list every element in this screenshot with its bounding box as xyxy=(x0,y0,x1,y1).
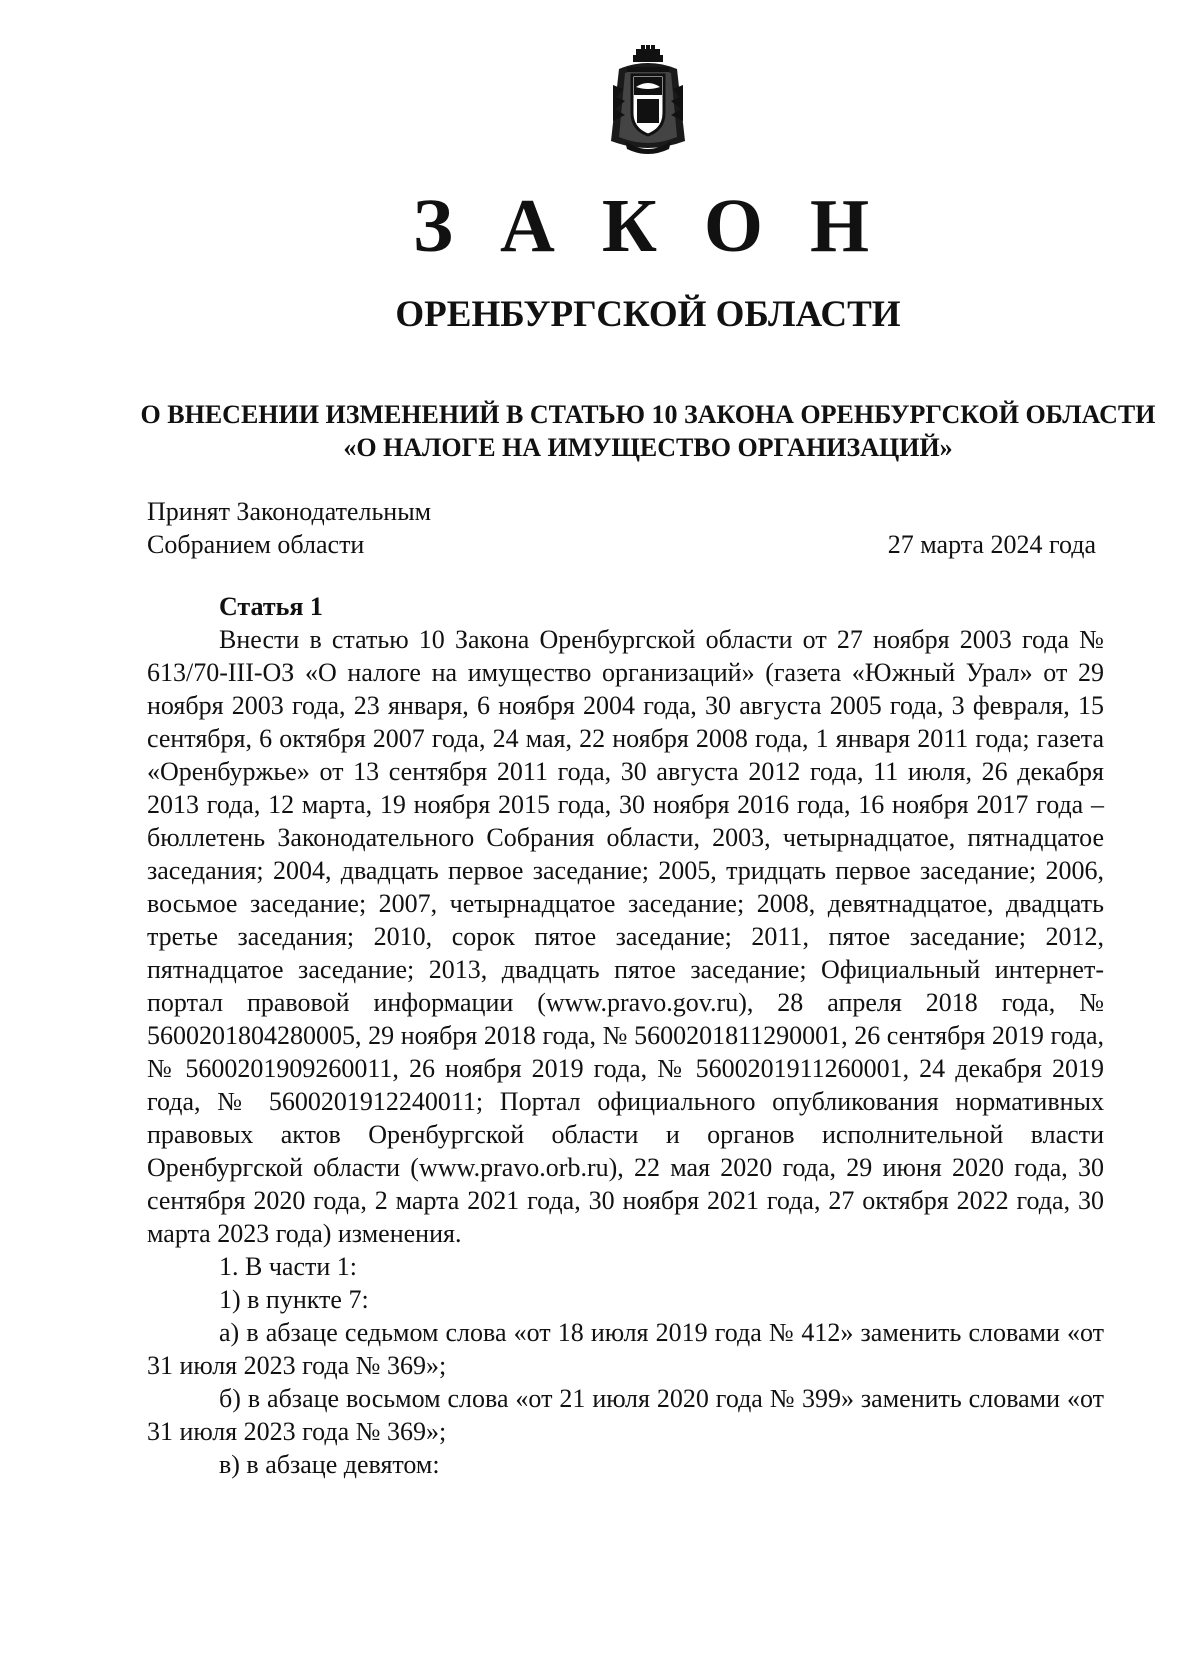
adoption-authority xyxy=(147,495,431,561)
law-subject-title: О ВНЕСЕНИИ ИЗМЕНЕНИЙ В СТАТЬЮ 10 ЗАКОНА ОРЕНБУРГСКОЙ ОБЛАСТИ «О НАЛОГЕ НА ИМУЩЕСТВО ОРГАНИЗАЦИЙ» xyxy=(140,400,1156,462)
document-type-title: З А К О Н xyxy=(412,184,884,268)
article-heading: Статья 1 xyxy=(219,592,323,621)
list-item: в) в абзаце девятом: xyxy=(219,1450,440,1479)
adoption-line-2: Собранием области xyxy=(147,530,365,559)
adoption-line-1: Принят Законодательным xyxy=(147,497,432,526)
document-body xyxy=(147,590,1104,1481)
coat-of-arms-icon xyxy=(605,45,691,157)
list-item: б) в абзаце восьмом слова «от 21 июля 2020 года № 399» заменить словами «от 31 июля 2023 года № 369»; xyxy=(147,1384,1104,1446)
list-item: 1. В части 1: xyxy=(219,1252,357,1281)
adoption-date: 27 марта 2024 года xyxy=(887,530,1096,559)
region-title: ОРЕНБУРГСКОЙ ОБЛАСТИ xyxy=(395,294,901,335)
list-item: 1) в пункте 7: xyxy=(219,1285,369,1314)
article-intro-paragraph: Внести в статью 10 Закона Оренбургской области от 27 ноября 2003 года № 613/70-III-ОЗ «О налоге на имущество организаций» (газета «Южный Урал» от 29 ноября 2003 года, 23 января, 6 ноября 2004 года, 30 августа 2005 года, 3 февраля, 15 сентября, 6 октября 2007 года, 24 мая, 22 ноября 2008 года, 1 января 2011 года; газета «Оренбуржье» от 13 сентября 2011 года, 30 августа 2012 года, 11 июля, 26 декабря 2013 года, 12 марта, 19 ноября 2015 года, 30 ноября 2016 года, 16 ноября 2017 года – бюллетень Законодательного Собрания области, 2003, четырнадцатое, пятнадцатое заседания; 2004, двадцать первое заседание; 2005, тридцать первое заседание; 2006, восьмое заседание; 2007, четырнадцатое заседание; 2008, девятнадцатое, двадцать третье заседания; 2010, сорок пятое заседание; 2011, пятое заседание; 2012, пятнадцатое заседание; 2013, двадцать пятое заседание; Официальный интернет-портал правовой информации (www.pravo.gov.ru), 28 апреля 2018 года, № 5600201804280005, 29 ноября 2018 года, № 5600201811290001, 26 сентября 2019 года, № 5600201909260011, 26 ноября 2019 года, № 5600201911260001, 24 декабря 2019 года, № 5600201912240011; Портал официального опубликования нормативных правовых актов Оренбургской области и органов исполнительной власти Оренбургской области (www.pravo.orb.ru), 22 мая 2020 года, 29 июня 2020 года, 30 сентября 2020 года, 2 марта 2021 года, 30 ноября 2021 года, 27 октября 2022 года, 30 марта 2023 года) изменения. xyxy=(147,625,1104,1248)
list-item: а) в абзаце седьмом слова «от 18 июля 2019 года № 412» заменить словами «от 31 июля 2023 года № 369»; xyxy=(147,1318,1104,1380)
